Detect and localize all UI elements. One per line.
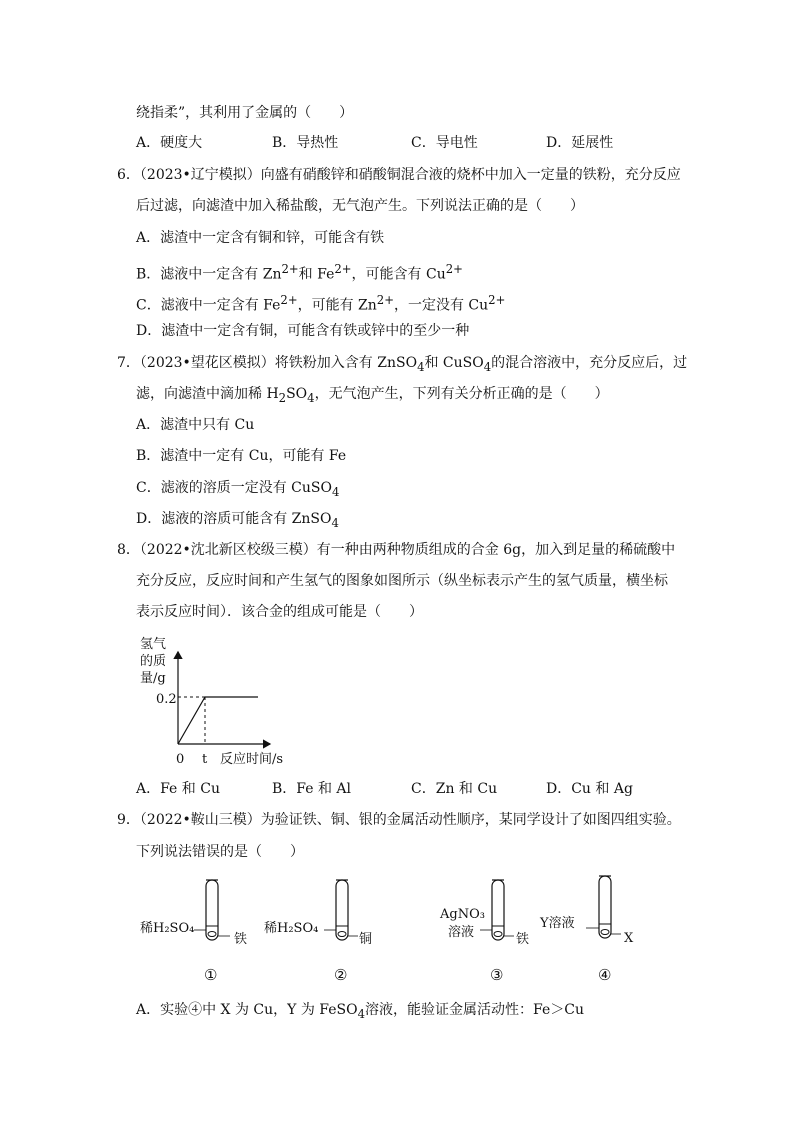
tube-4-number: ④	[598, 966, 612, 984]
q8-stem-line2: 充分反应，反应时间和产生氢气的图象如图所示（纵坐标表示产生的氢气质量，横坐标	[136, 573, 668, 589]
q8-option-b: B．Fe 和 Al	[272, 781, 352, 797]
q6-stem-line1: 6．（2023•辽宁模拟）向盛有硝酸锌和硝酸铜混合液的烧杯中加入一定量的铁粉，充分反应	[117, 167, 681, 183]
q9-option-a: A．实验④中 X 为 Cu，Y 为 FeSO$_4$溶液，能验证金属活动性：Fe＞Cu	[136, 1002, 584, 1021]
q7-stem-line1: 7．（2023•望花区模拟）将铁粉加入含有 ZnSO$_4$和 CuSO$_4$的混合溶液中，充分反应后，过	[117, 355, 688, 374]
tube-2-metal-label: 铜	[359, 932, 373, 947]
q8-option-d: D．Cu 和 Ag	[546, 781, 633, 797]
hydrogen-mass-chart	[130, 630, 310, 770]
q5-stem-continuation: 绕指柔”，其利用了金属的（ ）	[136, 105, 354, 121]
tube-2-solution-label: 稀H₂SO₄	[264, 921, 319, 936]
y-tick-label: 0.2	[156, 692, 177, 707]
q8-stem-line3: 表示反应时间）．该合金的组成可能是（ ）	[136, 604, 423, 620]
tube-1-metal-label: 铁	[234, 932, 248, 947]
tube-4-solution-label: Y溶液	[540, 916, 575, 931]
q7-option-a: A．滤渣中只有 Cu	[136, 417, 255, 433]
tube-3-solution-label-line2: 溶液	[448, 925, 475, 940]
q7-stem-line2: 滤，向滤渣中滴加稀 $H_2SO_4$，无气泡产生，下列有关分析正确的是（ ）	[136, 386, 609, 405]
test-tube-experiments	[130, 870, 650, 990]
tube-1-number: ①	[204, 966, 218, 984]
tube-1-solution-label: 稀H₂SO₄	[140, 921, 195, 936]
tube-2-number: ②	[334, 966, 348, 984]
q5-option-d: D．延展性	[546, 135, 614, 151]
q8-stem-line1: 8．（2022•沈北新区校级三模）有一种由两种物质组成的合金 6g，加入到足量的稀硫酸中	[117, 542, 676, 558]
q7-option-d: D．滤液的溶质可能含有 ZnSO$_4$	[136, 511, 339, 530]
test-tube-1	[140, 880, 247, 984]
q6-option-c: C．滤液中一定含有 $Fe^{2+}$，可能有 $Zn^{2+}$，一定没有 $Cu^{2+}$	[136, 293, 506, 314]
origin-label: 0	[176, 752, 185, 767]
test-tube-3	[439, 880, 529, 984]
q8-option-a: A．Fe 和 Cu	[136, 781, 220, 797]
q6-option-b: B．滤液中一定含有 $Zn^{2+}$和 $Fe^{2+}$，可能含有 $Cu^{2+}$	[136, 262, 463, 283]
q5-option-b: B．导热性	[272, 135, 339, 151]
q9-stem-line1: 9．（2022•鞍山三模）为验证铁、铜、银的金属活动性顺序，某同学设计了如图四组实验。	[117, 812, 681, 828]
q6-option-d: D．滤渣中一定含有铜，可能含有铁或锌中的至少一种	[136, 323, 470, 339]
q9-stem-line2: 下列说法错误的是（ ）	[136, 844, 304, 860]
y-axis-label-line3: 量/g	[140, 671, 166, 686]
q7-option-b: B．滤渣中一定有 Cu，可能有 Fe	[136, 448, 347, 464]
tube-4-metal-label: X	[624, 931, 634, 946]
tube-3-metal-label: 铁	[516, 932, 530, 947]
tube-3-number: ③	[490, 966, 504, 984]
q5-option-c: C．导电性	[411, 135, 478, 151]
test-tube-2	[264, 880, 372, 984]
tube-3-solution-label-line1: AgNO₃	[440, 907, 485, 922]
q7-option-c: C．滤液的溶质一定没有 CuSO$_4$	[136, 480, 340, 499]
y-axis-label-line1: 氢气	[140, 637, 167, 652]
q6-stem-line2: 后过滤，向滤渣中加入稀盐酸，无气泡产生。下列说法正确的是（ ）	[136, 198, 584, 214]
hydrogen-series-line	[178, 697, 258, 744]
q5-option-a: A．硬度大	[136, 135, 203, 151]
y-axis-label-line2: 的质	[140, 654, 167, 669]
test-tube-4	[539, 876, 634, 984]
q6-option-a: A．滤渣中一定含有铜和锌，可能含有铁	[136, 230, 385, 246]
x-tick-label: t	[202, 752, 208, 767]
x-axis-label: 反应时间/s	[220, 752, 284, 767]
q8-option-c: C．Zn 和 Cu	[411, 781, 498, 797]
